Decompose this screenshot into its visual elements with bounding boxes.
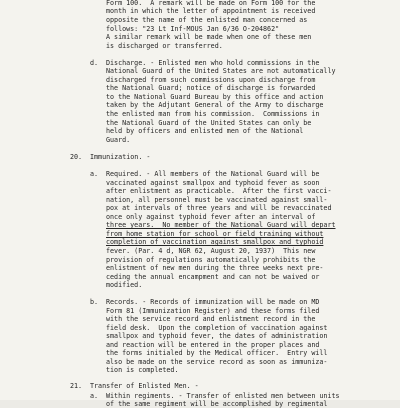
paragraph-letter: a. [90,392,99,400]
text-line: the National Guard of the United States can only be [106,119,312,127]
text-line: vaccinated against smallpox and typhoid fever as soon [106,179,320,187]
text-line: with the service record and enlistment record in the [106,315,316,323]
text-line: Within regiments. - Transfer of enlisted men between units [106,392,340,400]
text-line: taken by the Adjutant General of the Army to discharge [106,101,324,109]
text-line: the enlisted man from his commission. Commissions in [106,110,320,118]
section-number: 20. [70,153,83,161]
text-line: Required. - All members of the National Guard will be [106,170,320,178]
text-line: from home station for school or field training without [106,230,324,238]
text-line: completion of vaccination against smallpox and typhoid [106,238,324,246]
text-line: field desk. Upon the completion of vaccination against [106,324,328,332]
text-line: nation, all personnel must be vaccinated against small- [106,196,328,204]
text-line: tion is completed. [106,366,179,374]
text-line: Discharge. - Enlisted men who hold commissions in the [106,59,320,67]
text-line: Form 81 (Immunization Register) and these forms filed [106,307,320,315]
text-line: ceding the annual encampment and can not be waived or [106,273,320,281]
text-line: Form 100. A remark will be made on Form 100 for the [106,0,316,7]
text-line: provision of regulations automatically prohibits the [106,256,316,264]
text-line: the National Guard; notice of discharge is forwarded [106,84,316,92]
section-number: 21. [70,382,83,390]
text-line: Records. - Records of immunization will be made on MD [106,298,320,306]
paragraph-letter: b. [90,298,99,306]
text-line: held by officers and enlisted men of the National [106,127,304,135]
text-line: modified. [106,281,143,289]
text-line: pox at intervals of three years and will be revaccinated [106,204,332,212]
paragraph-letter: d. [90,59,99,67]
text-line: to the National Guard Bureau by this office and action [106,93,324,101]
text-line: enlistment of new men during the three weeks next pre- [106,264,324,272]
text-line: is discharged or transferred. [106,42,223,50]
text-line: month in which the letter of appointment is received [106,7,316,15]
text-line: National Guard of the United States are not automatically [106,67,336,75]
text-line: three years. No member of the National Guard will depart [106,221,336,229]
text-line: smallpox and typhoid fever, the dates of administration [106,332,328,340]
paragraph-letter: a. [90,170,99,178]
text-line: once only against typhoid fever after an interval of [106,213,316,221]
text-line: fever. (Par. 4 d, NGR 62, August 20, 1937) This new [106,247,316,255]
text-line: of the same regiment will be accomplished by regimental [106,400,328,408]
text-line: opposite the name of the enlisted man concerned as [106,16,308,24]
text-line: discharged from such commissions upon discharge from [106,76,316,84]
text-line: and reaction will be entered in the proper places and [106,341,320,349]
text-line: Guard. [106,136,131,144]
text-line: after enlistment as practicable. After the first vacci- [106,187,332,195]
section-heading: Transfer of Enlisted Men. - [90,382,199,390]
text-line: follows: "23 Lt Inf-MOUS Jan 6/36 O-204862" [106,25,280,33]
section-heading: Immunization. - [90,153,151,161]
text-line: A similar remark will be made when one of these men [106,33,312,41]
text-line: the forms initialed by the Medical officer. Entry will [106,349,328,357]
text-line: also be made on the service record as soon as immuniza- [106,358,328,366]
